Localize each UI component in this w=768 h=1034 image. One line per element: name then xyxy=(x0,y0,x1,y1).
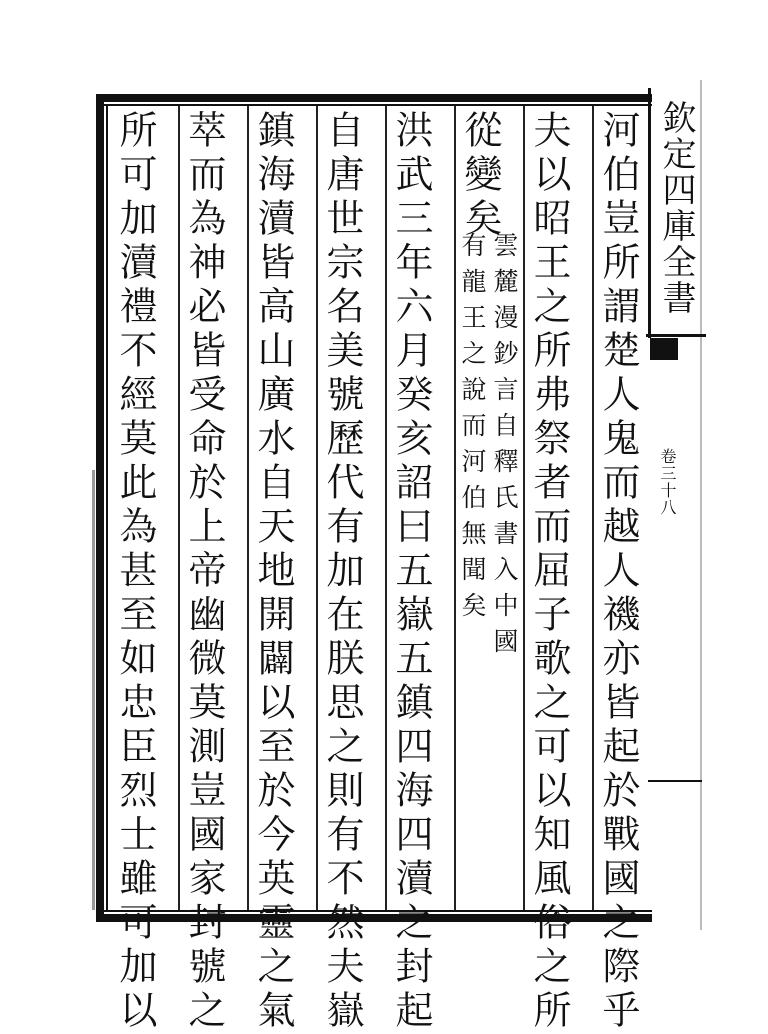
fish-tail-mark xyxy=(650,338,678,360)
text-column-6: 鎮海瀆皆高山廣水自天地開闢以至於今英靈之氣 xyxy=(251,110,295,1034)
volume-label: 卷三十八 xyxy=(658,448,677,516)
column-divider xyxy=(385,106,387,910)
text-column-2: 夫以昭王之所弗祭者而屈子歌之可以知風俗之所 xyxy=(527,110,571,1034)
scan-margin-shadow xyxy=(92,470,95,910)
frame-left-inner-border xyxy=(106,104,108,912)
frame-left-border xyxy=(96,94,104,922)
frame-top-inner-border xyxy=(104,104,652,106)
annotation-line-1: 雲麓漫鈔言自釋氏書入中國 xyxy=(490,232,519,664)
column-divider xyxy=(454,106,456,910)
text-column-1: 河伯豈所謂楚人鬼而越人禨亦皆起於戰國之際乎 xyxy=(596,110,640,1034)
column-divider xyxy=(316,106,318,910)
header-rule xyxy=(646,334,706,337)
column-divider xyxy=(523,106,525,910)
annotation-line-2: 有龍王之說而河伯無聞矣 xyxy=(458,232,487,628)
book-title: 欽定四庫全書 xyxy=(656,100,696,316)
column-divider xyxy=(178,106,180,910)
frame-top-border xyxy=(96,94,652,102)
text-column-8: 所可加瀆禮不經莫此為甚至如忠臣烈士雖可加以 xyxy=(113,110,157,1034)
column-divider xyxy=(247,106,249,910)
text-column-3: 從變矣 xyxy=(458,110,502,242)
margin-rule xyxy=(648,780,702,782)
text-column-4: 洪武三年六月癸亥詔曰五嶽五鎮四海四瀆之封起 xyxy=(389,110,433,1034)
text-column-5: 自唐世宗名美號歷代有加在朕思之則有不然夫嶽 xyxy=(320,110,364,1034)
column-divider xyxy=(592,106,594,910)
text-column-7: 萃而為神必皆受命於上帝幽微莫測豈國家封號之 xyxy=(182,110,226,1034)
